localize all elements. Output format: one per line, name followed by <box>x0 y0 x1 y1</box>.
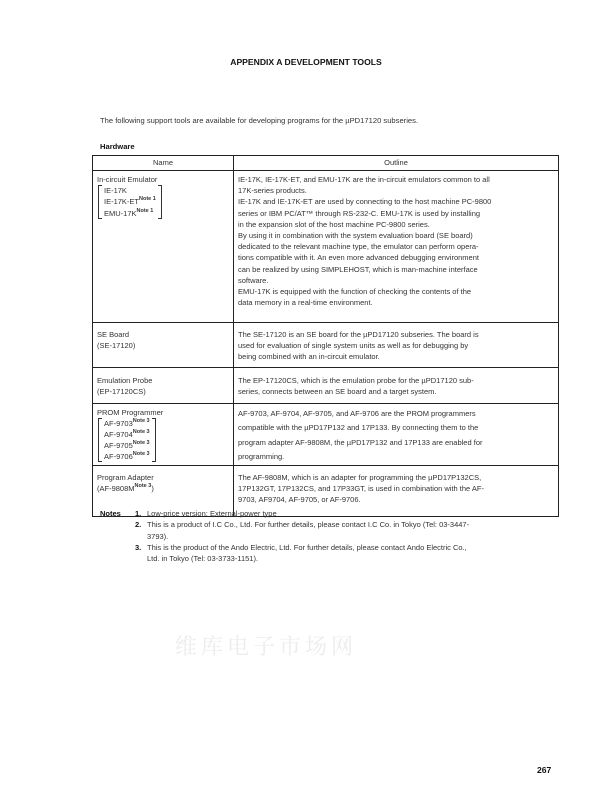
text-line: can be realized by using SIMPLEHOST, which is man-machine interface <box>238 264 478 274</box>
notes: Notes 1. Low-price version: External-power type 2. This is a product of I.C Co., Ltd. For further details, please contact I.C Co. in Tokyo (Tel: 03-3447- 3793). 3. This is the product of the Ando Electric, Ltd. For further details, please contact Ando Electric Co., Ltd. in Tokyo (Tel: 03-3733-1151). <box>100 508 555 564</box>
text-line: 17P132GT, 17P132CS, and 17P33GT, is used in combination with the AF- <box>238 484 484 494</box>
watermark: 维库电子市场网 <box>175 635 358 660</box>
text-line: being combined with an in-circuit emulator. <box>238 352 380 362</box>
intro-text: The following support tools are available for developing programs for the µPD17120 subseries. <box>100 116 419 125</box>
text-line: used for evaluation of single system units as well as for debugging by <box>238 341 469 351</box>
text-line: program adapter AF-9808M, the µPD17P132 and 17P133 are enabled for <box>238 437 483 447</box>
text-line: EMU-17K is equipped with the function of checking the contents of the <box>238 287 472 297</box>
text-line: Ltd. in Tokyo (Tel: 03-3733-1151). <box>147 554 259 564</box>
text-line: This is the product of the Ando Electric, Ltd. For further details, please contact Ando Electric Co., <box>147 542 467 552</box>
model-bracket: IE-17K $IE-17K-ET^{Note 1}$ EMU-$17K^{Note 1}$ <box>98 185 162 219</box>
page-title: APPENDIX A DEVELOPMENT TOOLS <box>230 57 382 67</box>
name-cell: Program Adapter $(AF-9808M^{Note 3})$ <box>93 466 234 517</box>
text-line: 9703, AF9704, AF-9705, or AF-9706. <box>238 495 361 505</box>
name-cell: PROM Programmer $AF-9703^{Note 3}$ $AF-9704^{Note 3}$ $AF-9705^{Note 3}$ $AF-9706^{Note 3}$ <box>93 404 234 466</box>
header-outline: Outline <box>234 156 559 171</box>
text-line: data memory in a real-time environment. <box>238 298 373 308</box>
text-line: AF-9703, AF-9704, AF-9705, and AF-9706 are the PROM programmers <box>238 409 476 418</box>
name-cell: Emulation Probe (EP-17120CS) <box>93 368 234 404</box>
model-bracket: $AF-9703^{Note 3}$ $AF-9704^{Note 3}$ $AF-9705^{Note 3}$ $AF-9706^{Note 3}$ <box>98 418 156 462</box>
table-row <box>93 171 559 323</box>
text-line: compatible with the µPD17P132 and 17P133. By connecting them to the <box>238 423 479 433</box>
outline-cell <box>234 323 559 368</box>
text-line: tions compatible with it. An even more advanced debugging environment <box>238 253 479 263</box>
note-item <box>135 508 555 519</box>
name-cell: SE Board (SE-17120) <box>93 323 234 368</box>
outline-cell <box>234 368 559 404</box>
text-line: The EP-17120CS, which is the emulation probe for the µPD17120 sub- <box>238 376 474 385</box>
text-line: IE-17K, IE-17K-ET, and EMU-17K are the in-circuit emulators common to all <box>238 175 490 184</box>
outline-cell <box>234 404 559 466</box>
text-line: programming. <box>238 451 285 461</box>
text-line: 3793). <box>147 531 169 541</box>
note-ref: Note 1 <box>136 207 154 214</box>
table-header-row <box>93 156 559 171</box>
page-number: 267 <box>537 765 552 775</box>
text-line: in the expansion slot of the host machine PC-9800 series. <box>238 219 430 229</box>
text-line: dedicated to the relevant machine type, the emulator can perform opera- <box>238 242 479 252</box>
text-line: By using it in combination with the system evaluation board (SE board) <box>238 231 473 241</box>
text-line: The AF-9808M, which is an adapter for programming the µPD17P132CS, <box>238 473 482 482</box>
table-row <box>93 404 559 466</box>
table-row <box>93 368 559 404</box>
text-line: software. <box>238 275 269 285</box>
name-cell: In-circuit Emulator IE-17K $IE-17K-ET^{Note 1}$ EMU-$17K^{Note 1}$ <box>93 171 234 323</box>
note-ref: Note 1 <box>139 196 156 203</box>
text-line: series or IBM PC/AT™ through RS-232-C. EMU-17K is used by installing <box>238 208 481 218</box>
outline-cell <box>234 171 559 323</box>
note-item <box>135 519 555 542</box>
text-line: IE-17K and IE-17K-ET are used by connecting to the host machine PC-9800 <box>238 197 492 207</box>
hardware-table <box>92 155 559 517</box>
header-name: Name <box>93 156 234 171</box>
text-line: Low-price version: External-power type <box>147 509 277 518</box>
section-heading: Hardware <box>100 142 135 151</box>
text-line: The SE-17120 is an SE board for the µPD17120 subseries. The board is <box>238 330 479 339</box>
text-line: series, connects between an SE board and a target system. <box>238 387 437 397</box>
note-item <box>135 542 555 565</box>
text-line: 17K-series products. <box>238 186 307 196</box>
text-line: This is a product of I.C Co., Ltd. For further details, please contact I.C Co. in Tokyo (Tel: 03-3447- <box>147 520 470 530</box>
table-row <box>93 323 559 368</box>
